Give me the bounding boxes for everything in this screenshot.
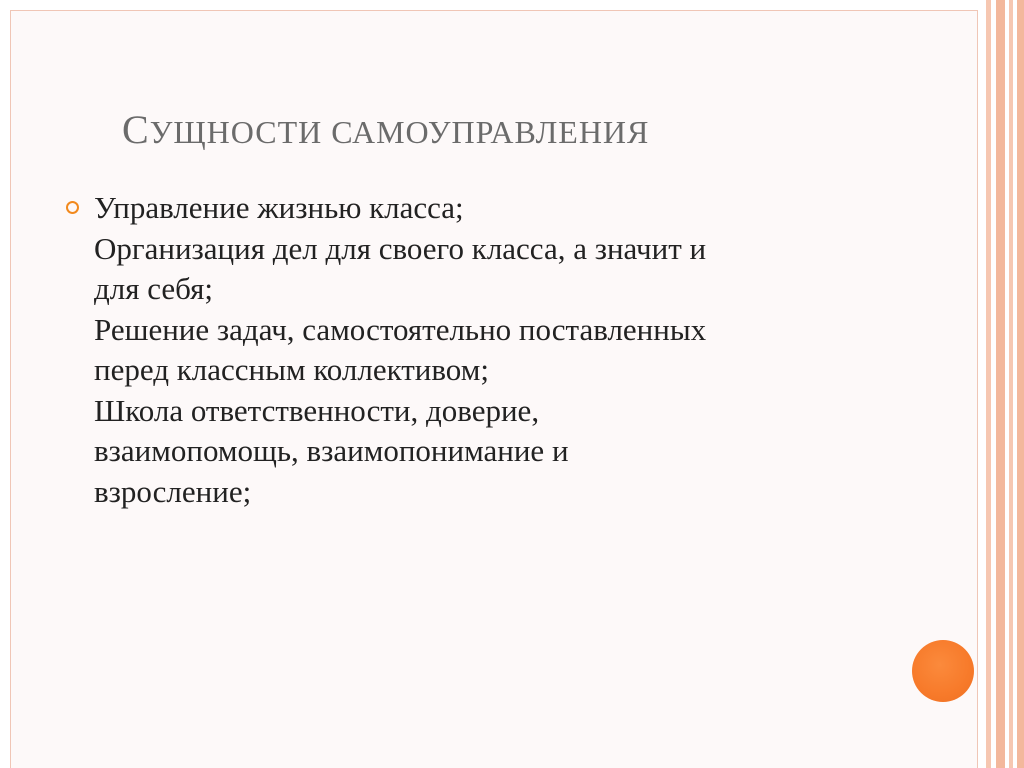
slide-title-rest: УЩНОСТИ САМОУПРАВЛЕНИЯ [149,114,650,150]
bullet-line: Школа ответственности, доверие, [94,392,540,428]
decorative-stripe [1009,0,1013,768]
bullet-line: Управление жизнью класса; [94,190,464,225]
bullet-list [66,188,896,512]
slide-title-initial: С [122,107,150,152]
bullet-line: взросление; [94,473,252,509]
decorative-stripe [996,0,1005,768]
slide-title [122,106,649,156]
bullet-line: взаимопомощь, взаимопонимание и [94,433,569,468]
decorative-stripe [986,0,991,768]
orange-circle-decoration [912,640,974,702]
bullet-line: перед классным коллективом; [94,352,489,387]
bullet-item [66,188,896,512]
bullet-line: Организация дел для своего класса, а значит и [94,230,707,266]
bullet-line: Решение задач, самостоятельно поставленных [94,311,707,347]
bullet-line: для себя; [94,271,214,306]
decorative-stripe [1017,0,1024,768]
ring-bullet-icon [66,201,79,214]
